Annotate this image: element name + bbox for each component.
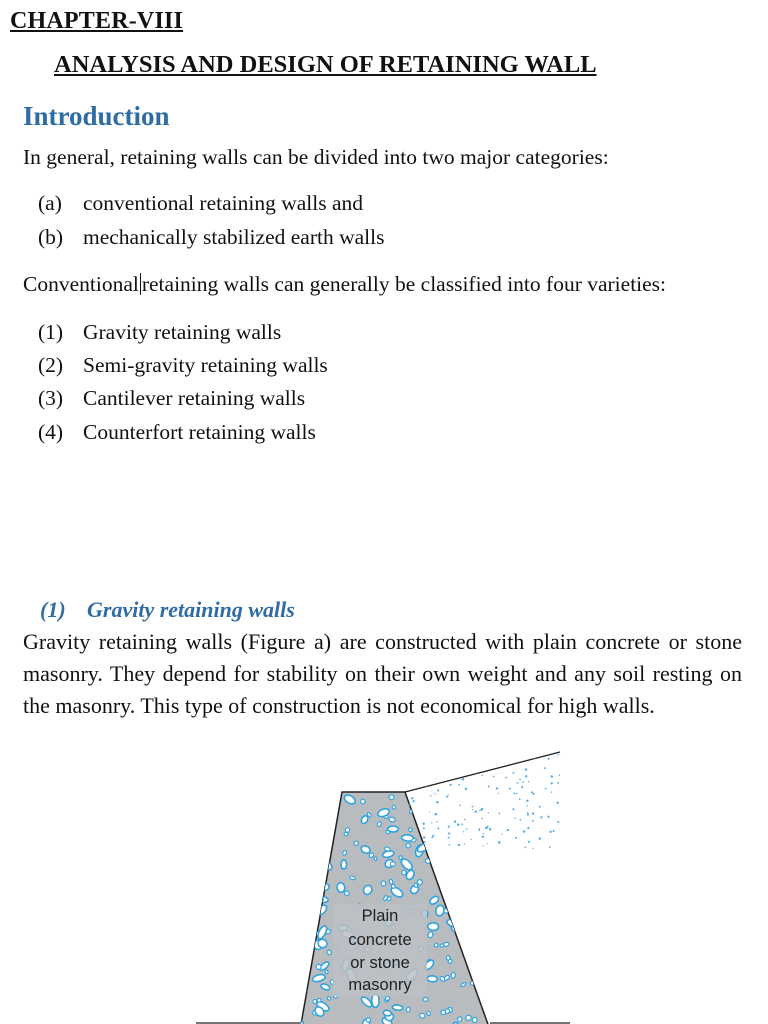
wall-label-line-3: or stone <box>350 954 410 972</box>
intro-paragraph: In general, retaining walls can be divided into two major categories: <box>23 145 609 169</box>
variety-item-1 <box>38 320 281 345</box>
category-text: mechanically stabilized earth walls <box>83 225 385 249</box>
page-title: ANALYSIS AND DESIGN OF RETAINING WALL <box>54 51 597 78</box>
text-cursor <box>140 273 141 295</box>
variety-item-2 <box>38 353 328 378</box>
variety-item-4 <box>38 420 316 445</box>
category-number: (b) <box>38 225 64 249</box>
variety-number: (2) <box>38 353 64 377</box>
gravity-heading-number: (1) <box>40 597 66 622</box>
variety-text: Cantilever retaining walls <box>83 386 306 410</box>
gravity-walls-heading <box>40 597 295 623</box>
varieties-paragraph-end: retaining walls can generally be classified into four varieties: <box>141 272 667 296</box>
variety-text: Counterfort retaining walls <box>83 420 316 444</box>
backfill-soil <box>405 752 560 850</box>
wall-label-line-1: Plain <box>361 907 399 925</box>
variety-number: (4) <box>38 420 64 444</box>
category-item-a <box>38 191 363 216</box>
chapter-label: CHAPTER-VIII <box>10 8 184 34</box>
variety-number: (3) <box>38 386 64 410</box>
variety-text: Gravity retaining walls <box>83 320 282 344</box>
wall-label-line-2: concrete <box>348 931 412 949</box>
introduction-heading: Introduction <box>23 101 170 131</box>
gravity-wall-figure <box>0 740 768 1024</box>
wall-label-line-4: masonry <box>348 976 412 994</box>
category-text: conventional retaining walls and <box>83 191 364 215</box>
varieties-paragraph <box>23 272 666 297</box>
variety-item-3 <box>38 386 305 411</box>
variety-number: (1) <box>38 320 64 344</box>
category-item-b <box>38 225 384 250</box>
gravity-walls-paragraph: Gravity retaining walls (Figure a) are constructed with plain concrete or stone masonry. They depend for stability on their own weight and any soil resting on the masonry. This type of construction is not economical for high walls. <box>23 629 742 718</box>
category-number: (a) <box>38 191 62 215</box>
varieties-paragraph-start: Conventional <box>23 272 139 296</box>
gravity-heading-text: Gravity retaining walls <box>87 597 295 622</box>
variety-text: Semi-gravity retaining walls <box>83 353 328 377</box>
